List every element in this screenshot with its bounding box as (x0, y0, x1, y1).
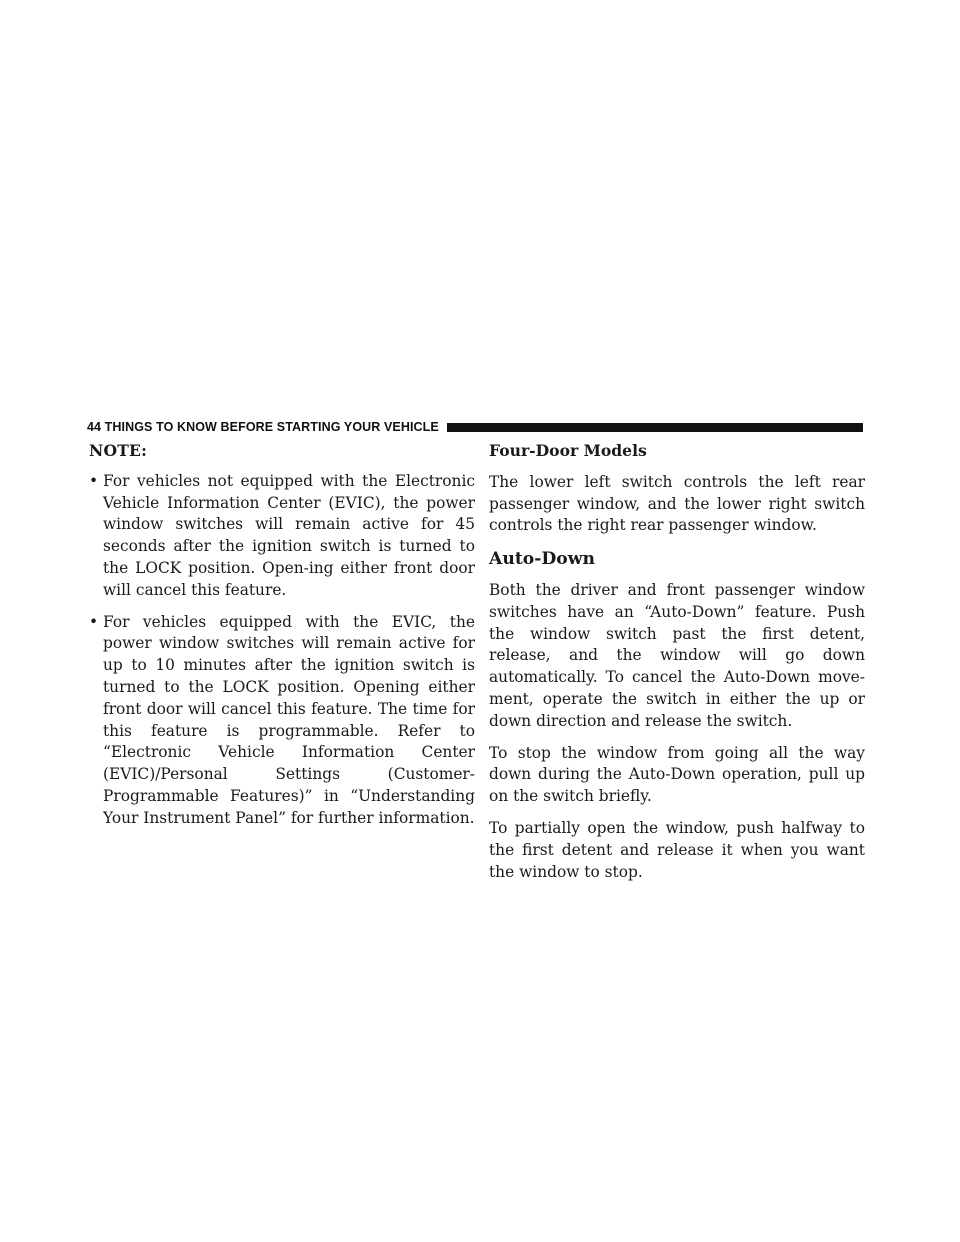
auto-down-paragraph-2: To stop the window from going all the way down during the Auto-Down operation, pull up on the switch briefly. (489, 743, 865, 806)
bullet-icon: • (89, 612, 99, 631)
bullet-item (89, 612, 475, 830)
header-rule (447, 423, 863, 432)
bullet-icon: • (89, 471, 99, 490)
four-door-paragraph: The lower left switch controls the left rear passenger window, and the lower right switch controls the right rear passenger window. (489, 472, 865, 535)
page-header-title: 44 THINGS TO KNOW BEFORE STARTING YOUR VEHICLE (87, 420, 439, 434)
bullet-text: For vehicles not equipped with the Electronic Vehicle Information Center (EVIC), the power window switches will remain active for 45 seconds after the ignition switch is turned to the LOCK position. Open-ing either front door will cancel this feature. (103, 471, 475, 599)
page-header (87, 419, 863, 435)
four-door-heading: Four-Door Models (489, 441, 647, 460)
note-title: NOTE: (89, 441, 148, 460)
right-column (489, 440, 865, 893)
bullet-text: For vehicles equipped with the EVIC, the power window switches will remain active for up to 10 minutes after the ignition switch is turned to the LOCK position. Opening either front door will cancel this feature. The time for this feature is programmable. Refer to “Electronic Vehicle Information Center (EVIC)/Personal Settings (Customer-Programmable Features)” in “Understanding Your Instrument Panel” for further information. (103, 612, 475, 827)
left-column (89, 440, 475, 840)
bullet-item (89, 471, 475, 602)
auto-down-heading: Auto-Down (489, 549, 596, 570)
auto-down-paragraph-3: To partially open the window, push halfway to the first detent and release it when you want the window to stop. (489, 818, 865, 881)
auto-down-paragraph-1: Both the driver and front passenger window switches have an “Auto-Down” feature. Push the window switch past the first detent, release, and the window will go down automatically. To cancel the Auto-Down move-ment, operate the switch in either the up or down direction and release the switch. (489, 580, 865, 730)
